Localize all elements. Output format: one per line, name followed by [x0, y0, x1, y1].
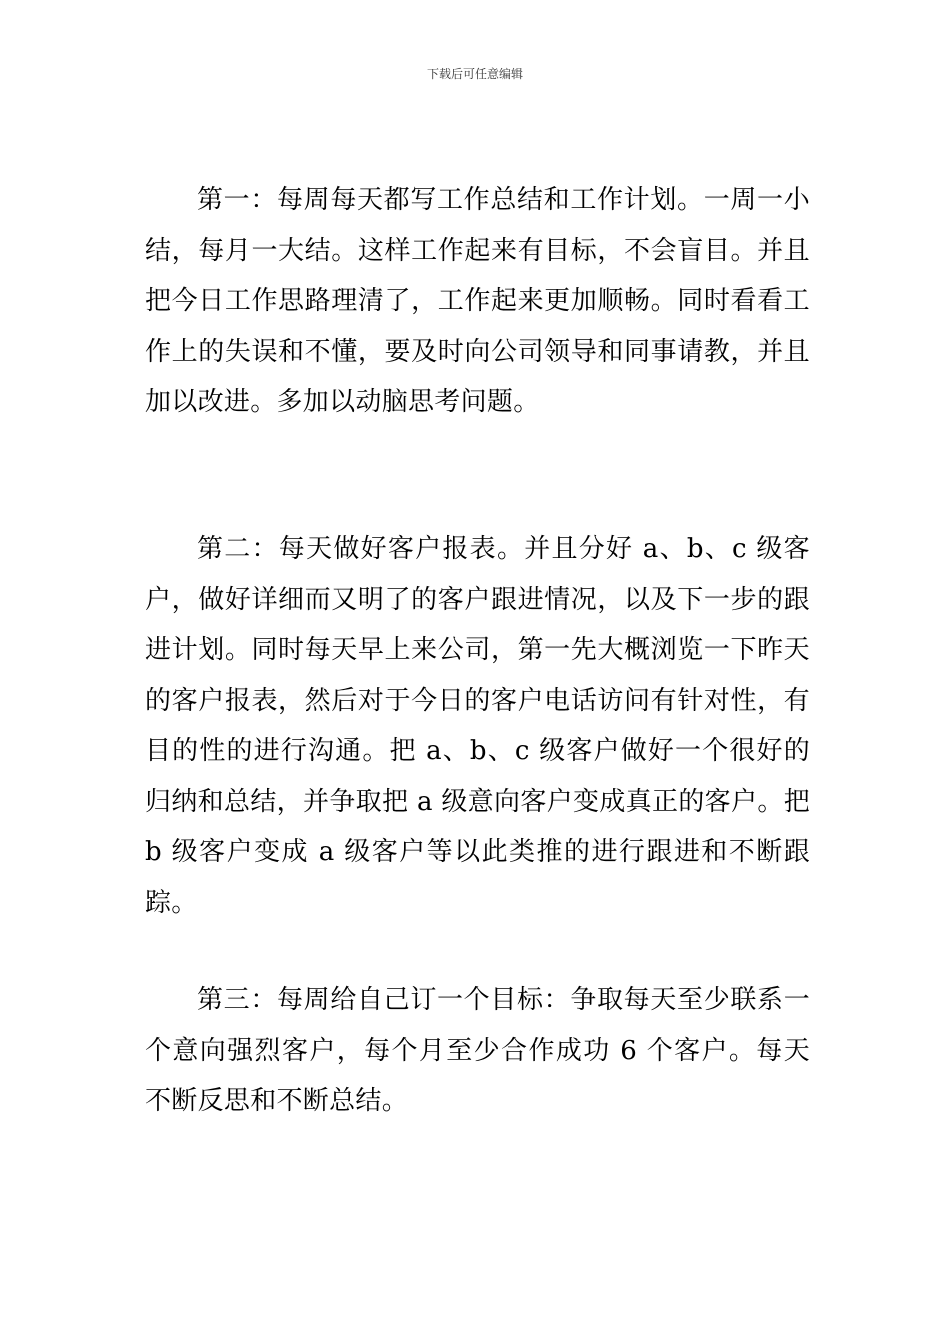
paragraph-plan-summary: 第一：每周每天都写工作总结和工作计划。一周一小结，每月一大结。这样工作起来有目标，不会盲目。并且把今日工作思路理清了，工作起来更加顺畅。同时看看工作上的失误和不懂，要及时向公司领导和同事请教，并且加以改进。多加以动脑思考问题。	[145, 185, 810, 417]
paragraph-customer-report: 第二：每天做好客户报表。并且分好 a、b、c 级客户，做好详细而又明了的客户跟进情况，以及下一步的跟进计划。同时每天早上来公司，第一先大概浏览一下昨天的客户报表，然后对于今日的客户电话访问有针对性，有目的性的进行沟通。把 a、b、c 级客户做好一个很好的归纳和总结，并争取把 a 级意向客户变成真正的客户。把 b 级客户变成 a 级客户等以此类推的进行跟进和不断跟踪。	[145, 534, 810, 918]
paragraph-weekly-goal: 第三：每周给自己订一个目标：争取每天至少联系一个意向强烈客户，每个月至少合作成功 6 个客户。每天不断反思和不断总结。	[145, 985, 810, 1116]
page-header: 下载后可任意编辑	[426, 67, 523, 81]
